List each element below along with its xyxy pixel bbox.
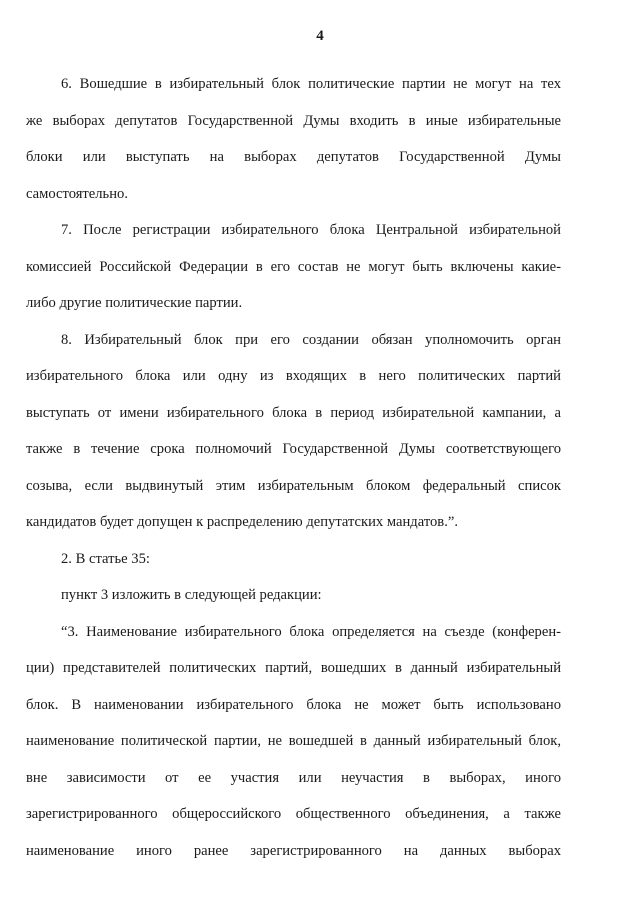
paragraph-article-35 bbox=[26, 541, 561, 578]
text-line: избирательного блока или одну из входящих в него политических партий bbox=[26, 368, 561, 384]
text-line: наименование политической партии, не вошедшей в данный избирательный блок, bbox=[26, 733, 561, 749]
paragraph-punkt-3-text bbox=[26, 614, 561, 870]
page-number: 4 bbox=[316, 28, 324, 44]
text-line: 2. В статье 35: bbox=[61, 550, 150, 567]
text-line: пункт 3 изложить в следующей редакции: bbox=[61, 587, 322, 603]
paragraph-item-7 bbox=[26, 212, 561, 322]
text-line: самостоятельно. bbox=[26, 185, 128, 202]
text-line: ции) представителей политических партий, вошедших в данный избирательный bbox=[26, 660, 561, 676]
text-line: наименование иного ранее зарегистрированного на данных выборах bbox=[26, 842, 561, 859]
text-line: выступать от имени избирательного блока в период избирательной кампании, а bbox=[26, 404, 561, 421]
document-body bbox=[26, 66, 561, 869]
text-line: комиссией Российской Федерации в его состав не могут быть включены какие- bbox=[26, 258, 561, 275]
paragraph-item-8 bbox=[26, 322, 561, 541]
text-line: блок. В наименовании избирательного блока не может быть использовано bbox=[26, 696, 561, 713]
text-line: вне зависимости от ее участия или неучастия в выборах, иного bbox=[26, 769, 561, 786]
text-line: зарегистрированного общероссийского общественного объединения, а также bbox=[26, 806, 561, 822]
text-line: же выборах депутатов Государственной Думы входить в иные избирательные bbox=[26, 112, 561, 129]
text-line: либо другие политические партии. bbox=[26, 295, 243, 311]
text-line: “3. Наименование избирательного блока определяется на съезде (конферен- bbox=[61, 623, 561, 640]
text-line: 6. Вошедшие в избирательный блок политические партии не могут на тех bbox=[61, 76, 561, 92]
text-line: 8. Избирательный блок при его создании обязан уполномочить орган bbox=[61, 331, 561, 348]
text-line: 7. После регистрации избирательного блока Центральной избирательной bbox=[61, 222, 561, 238]
paragraph-item-6 bbox=[26, 66, 561, 212]
text-line: кандидатов будет допущен к распределению депутатских мандатов.”. bbox=[26, 514, 458, 530]
text-line: блоки или выступать на выборах депутатов Государственной Думы bbox=[26, 149, 561, 165]
text-line: созыва, если выдвинутый этим избирательным блоком федеральный список bbox=[26, 477, 561, 494]
text-line: также в течение срока полномочий Государственной Думы соответствующего bbox=[26, 441, 561, 457]
paragraph-punkt-3-intro bbox=[26, 577, 561, 614]
